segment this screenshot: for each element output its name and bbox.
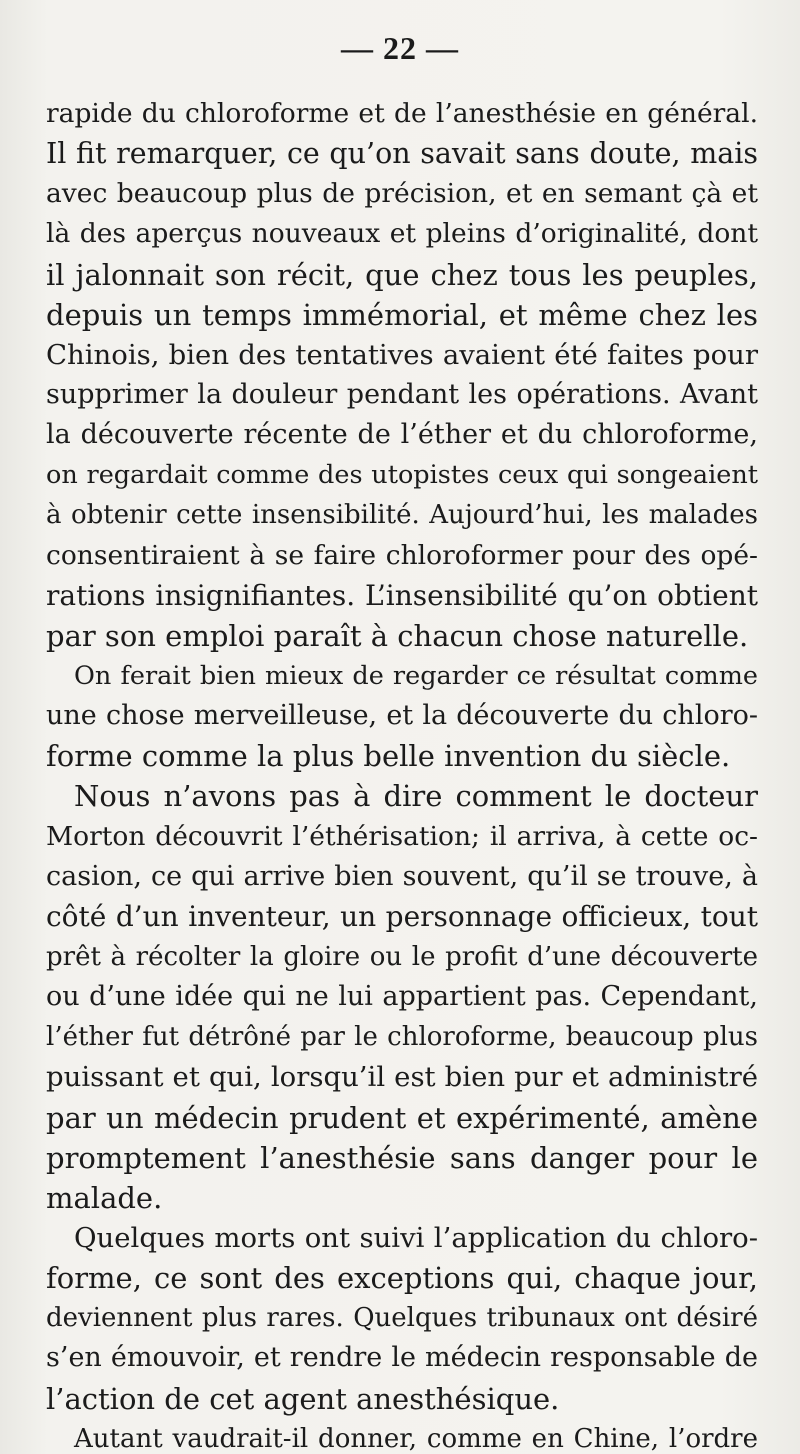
text-line: rapide du chloroforme et de l’anesthésie en général.: [46, 98, 758, 129]
text-line: consentiraient à se faire chloroformer pour des opé-: [46, 539, 758, 571]
text-line: là des aperçus nouveaux et pleins d’originalité, dont: [46, 218, 758, 250]
text-line: Quelques morts ont suivi l’application du chloro-: [74, 1221, 758, 1254]
text-line: il jalonnait son récit, que chez tous les peuples,: [46, 257, 758, 292]
text-line: malade.: [46, 1180, 163, 1215]
paragraph-2: [46, 656, 758, 776]
text-line: la découverte récente de l’éther et du chloroforme,: [46, 419, 758, 451]
paragraph-1: [46, 94, 758, 656]
paragraph-4: [46, 1218, 758, 1419]
page-number: — 22 —: [341, 30, 459, 66]
text-line: une chose merveilleuse, et la découverte du chloro-: [46, 700, 758, 732]
text-line: s’en émouvoir, et rendre le médecin responsable de: [46, 1342, 758, 1374]
text-line: On ferait bien mieux de regarder ce résultat comme: [74, 660, 758, 691]
text-line: forme, ce sont des exceptions qui, chaque jour,: [46, 1261, 758, 1296]
paragraph-3: [46, 776, 758, 1218]
text-line: par un médecin prudent et expérimenté, amène: [46, 1100, 758, 1135]
text-line: prêt à récolter la gloire ou le profit d’une découverte: [46, 941, 758, 972]
text-line: avec beaucoup plus de précision, et en semant çà et: [46, 178, 758, 210]
text-line: on regardait comme des utopistes ceux qui songeaient: [46, 460, 758, 491]
text-line: l’action de cet agent anesthésique.: [46, 1381, 560, 1416]
text-line: Autant vaudrait-il donner, comme en Chine, l’ordre: [74, 1423, 758, 1454]
body-text: [46, 94, 758, 1454]
text-line: depuis un temps immémorial, et même chez les: [46, 297, 758, 332]
text-line: rations insignifiantes. L’insensibilité qu’on obtient: [46, 578, 758, 612]
text-line: à obtenir cette insensibilité. Aujourd’hui, les malades: [46, 500, 758, 531]
text-line: par son emploi paraît à chacun chose naturelle.: [46, 618, 749, 653]
text-line: promptement l’anesthésie sans danger pour le: [46, 1140, 758, 1175]
text-line: Nous n’avons pas à dire comment le docteur: [74, 779, 758, 814]
text-line: l’éther fut détrôné par le chloroforme, beaucoup plus: [46, 1022, 758, 1053]
text-line: Morton découvrit l’éthérisation; il arriva, à cette oc-: [46, 820, 758, 852]
text-line: Il fit remarquer, ce qu’on savait sans doute, mais: [46, 137, 758, 171]
text-line: ou d’une idée qui ne lui appartient pas. Cependant,: [46, 981, 758, 1013]
text-line: côté d’un inventeur, un personnage officieux, tout: [46, 899, 758, 933]
text-line: forme comme la plus belle invention du siècle.: [46, 739, 731, 774]
text-line: Chinois, bien des tentatives avaient été faites pour: [46, 338, 758, 371]
text-line: supprimer la douleur pendant les opérations. Avant: [46, 378, 758, 410]
text-line: puissant et qui, lorsqu’il est bien pur et administré: [46, 1061, 758, 1094]
text-line: deviennent plus rares. Quelques tribunaux ont désiré: [46, 1303, 758, 1334]
paragraph-5: [46, 1419, 758, 1454]
text-line: casion, ce qui arrive bien souvent, qu’il se trouve, à: [46, 860, 758, 892]
